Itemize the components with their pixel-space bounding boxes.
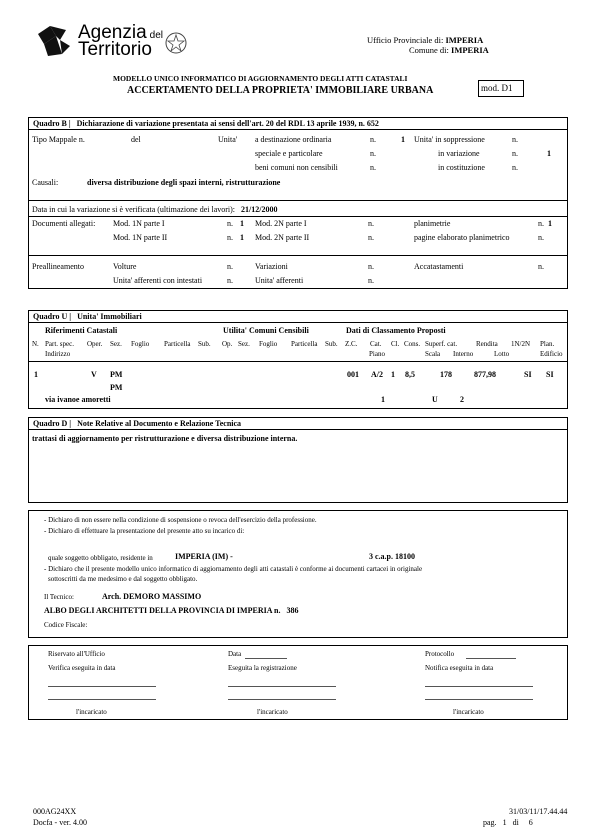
n-label: n.	[370, 135, 376, 144]
n-label: n.	[370, 163, 376, 172]
row-indirizzo: via ivanoe amoretti	[45, 395, 111, 404]
mod-1n-i-label: Mod. 1N parte I	[113, 219, 165, 228]
row-cl: 1	[391, 370, 395, 379]
n-label: n.	[538, 219, 544, 228]
dati-classamento: Dati di Classamento Proposti	[346, 326, 446, 335]
del-label: del	[131, 135, 141, 144]
page-indicator: pag. 1 di 6	[483, 818, 533, 827]
dichiarazione-1: - Dichiaro di non essere nella condizione di sospensione o revoca dell'esercizio della professione.	[44, 516, 317, 524]
tecnico-label: Il Tecnico:	[44, 593, 74, 601]
n-label: n.	[538, 233, 544, 242]
row-oper: V	[91, 370, 97, 379]
utilita-comuni: Utilita' Comuni Censibili	[223, 326, 309, 335]
col-rendita: Rendita	[476, 340, 498, 348]
dichiarazione-3b: sottoscritti da me medesimo e dal soggetto obbligato.	[48, 575, 198, 583]
row-zc: 001	[347, 370, 359, 379]
riservato-ufficio	[28, 645, 568, 720]
footer-code: 000AG24XX	[33, 807, 77, 816]
n-label: n.	[512, 135, 518, 144]
mod-2n-ii-label: Mod. 2N parte II	[255, 233, 310, 242]
emblem-icon	[164, 31, 188, 55]
variazioni-label: Variazioni	[255, 262, 288, 271]
col-part-spec: Part. spec.	[45, 340, 74, 348]
mod-1n-i-value: 1	[240, 219, 244, 228]
col-particella-2: Particella	[291, 340, 318, 348]
col-indirizzo: Indirizzo	[45, 350, 71, 358]
row-plan: SI	[546, 370, 554, 379]
col-interno: Interno	[453, 350, 474, 358]
n-label: n.	[227, 262, 233, 271]
pagine-elaborato-label: pagine elaborato planimetrico	[414, 233, 510, 242]
variazione-value: 1	[547, 149, 551, 158]
protocollo-label: Protocollo	[425, 650, 455, 658]
speciale-label: speciale e particolare	[255, 149, 323, 158]
incaricato-label: l'incaricato	[453, 708, 484, 716]
col-piano: Piano	[369, 350, 385, 358]
volture-label: Volture	[113, 262, 137, 271]
col-foglio-2: Foglio	[259, 340, 278, 348]
tipo-mappale-label: Tipo Mappale n.	[32, 135, 85, 144]
form-title: MODELLO UNICO INFORMATICO DI AGGIORNAMENTO DEGLI ATTI CATASTALI	[113, 74, 408, 83]
col-1n2n: 1N/2N	[511, 340, 531, 348]
row-n: 1	[34, 370, 38, 379]
col-op: Op.	[222, 340, 233, 348]
footer-version: Docfa - ver. 4.00	[33, 818, 87, 827]
verifica-label: Verifica eseguita in data	[48, 664, 116, 672]
unita-soppressione-label: Unita' in soppressione	[414, 135, 485, 144]
cap-value: 3 c.a.p. 18100	[369, 552, 415, 561]
unita-label: Unita'	[218, 135, 238, 144]
n-label: n.	[512, 163, 518, 172]
col-cons: Cons.	[404, 340, 421, 348]
mod-1n-ii-label: Mod. 1N parte II	[113, 233, 168, 242]
in-variazione-label: in variazione	[438, 149, 480, 158]
col-edificio: Edificio	[540, 350, 563, 358]
n-label: n.	[368, 262, 374, 271]
col-sez-2: Sez.	[238, 340, 250, 348]
n-label: n.	[227, 276, 233, 285]
dichiarazione-2: - Dichiaro di effettuare la presentazione del presente atto su incarico di:	[44, 527, 245, 535]
mod-code: mod. D1	[481, 83, 513, 93]
agenzia-logo-icon	[36, 24, 76, 60]
notifica-label: Notifica eseguita in data	[425, 664, 494, 672]
row-scala: U	[432, 395, 438, 404]
n-label: n.	[538, 262, 544, 271]
planimetrie-label: planimetrie	[414, 219, 451, 228]
incaricato-label: l'incaricato	[257, 708, 288, 716]
col-n: N.	[32, 340, 39, 348]
logo-agenzia: Agenzia del	[78, 22, 164, 43]
n-label: n.	[368, 276, 374, 285]
n-label: n.	[368, 219, 374, 228]
col-superf: Superf. cat.	[425, 340, 458, 348]
comune: Comune di: IMPERIA	[409, 45, 489, 55]
unita-afferenti-label: Unita' afferenti	[255, 276, 304, 285]
ordinaria-value: 1	[401, 135, 405, 144]
soggetto-value: IMPERIA (IM) -	[175, 552, 233, 561]
planimetrie-value: 1	[548, 219, 552, 228]
n-label: n.	[227, 233, 233, 242]
col-sub: Sub.	[198, 340, 211, 348]
col-scala: Scala	[425, 350, 441, 358]
quadro-d-heading: Quadro D | Note Relative al Documento e Relazione Tecnica	[33, 419, 242, 428]
riservato-label: Riservato all'Ufficio	[48, 650, 105, 658]
row-cons: 8,5	[405, 370, 415, 379]
col-cat: Cat.	[370, 340, 382, 348]
incaricato-label: l'incaricato	[76, 708, 107, 716]
n-label: n.	[227, 219, 233, 228]
col-lotto: Lotto	[494, 350, 510, 358]
data-variazione: Data in cui la variazione si è verificata (ultimazione dei lavori): 21/12/2000	[32, 205, 278, 214]
preallineamento-label: Preallineamento	[32, 262, 84, 271]
tecnico-value: Arch. DEMORO MASSIMO	[102, 592, 202, 601]
soggetto-label: quale soggetto obbligato, residente in	[48, 554, 153, 562]
quadro-u-heading: Quadro U | Unita' Immobiliari	[33, 312, 142, 321]
col-sub-2: Sub.	[325, 340, 338, 348]
registrazione-label: Eseguita la registrazione	[228, 664, 297, 672]
col-oper: Oper.	[87, 340, 103, 348]
albo-line: ALBO DEGLI ARCHITETTI DELLA PROVINCIA DI IMPERIA n. 386	[44, 606, 299, 615]
accatastamenti-label: Accatastamenti	[414, 262, 464, 271]
mod-2n-i-label: Mod. 2N parte I	[255, 219, 307, 228]
causali-label: Causali:	[32, 178, 59, 187]
footer-timestamp: 31/03/11/17.44.44	[509, 807, 568, 816]
beni-comuni-label: beni comuni non censibili	[255, 163, 338, 172]
row-interno: 2	[460, 395, 464, 404]
n-label: n.	[370, 149, 376, 158]
dest-ordinaria-label: a destinazione ordinaria	[255, 135, 332, 144]
ufficio-provinciale: Ufficio Provinciale di: IMPERIA	[367, 35, 484, 45]
quadro-b-heading: Quadro B | Dichiarazione di variazione presentata ai sensi dell'art. 20 del RDL 13 aprile 1939, n. 652	[33, 119, 379, 128]
row-sez-2: PM	[110, 383, 123, 392]
logo-territorio: Territorio	[78, 39, 152, 60]
mod-1n-ii-value: 1	[240, 233, 244, 242]
row-piano: 1	[381, 395, 385, 404]
col-cl: Cl.	[391, 340, 400, 348]
col-particella: Particella	[164, 340, 191, 348]
in-costituzione-label: in costituzione	[438, 163, 485, 172]
row-cat: A/2	[371, 370, 383, 379]
afferenti-intestati-label: Unita' afferenti con intestati	[113, 276, 203, 285]
data-label: Data	[228, 650, 242, 658]
codice-fiscale-label: Codice Fiscale:	[44, 621, 88, 629]
n-label: n.	[512, 149, 518, 158]
causali-value: diversa distribuzione degli spazi interni, ristrutturazione	[87, 178, 281, 187]
row-rendita: 877,98	[474, 370, 496, 379]
riferimenti-catastali: Riferimenti Catastali	[45, 326, 118, 335]
form-subtitle: ACCERTAMENTO DELLA PROPRIETA' IMMOBILIARE URBANA	[127, 85, 434, 96]
col-sez: Sez.	[110, 340, 122, 348]
row-1n2n: SI	[524, 370, 532, 379]
row-sez: PM	[110, 370, 123, 379]
row-superf: 178	[440, 370, 452, 379]
dichiarazione-3a: - Dichiaro che il presente modello unico informatico di aggiornamento degli atti catastali è conforme ai documenti cartacei in originale	[44, 565, 423, 573]
note-text: trattasi di aggiornamento per ristrutturazione e diversa distribuzione interna.	[32, 434, 298, 443]
col-foglio: Foglio	[131, 340, 150, 348]
col-plan: Plan.	[540, 340, 555, 348]
documenti-label: Documenti allegati:	[32, 219, 96, 228]
n-label: n.	[368, 233, 374, 242]
col-zc: Z.C.	[345, 340, 358, 348]
